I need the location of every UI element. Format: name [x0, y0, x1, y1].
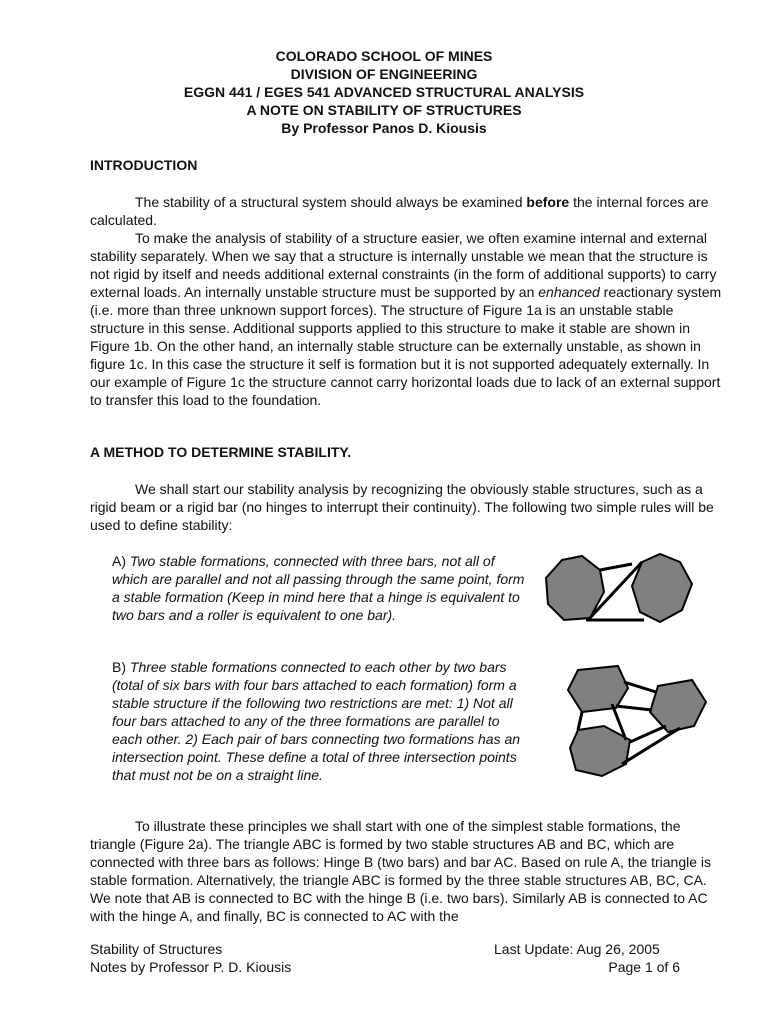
intro-p1-emphasis: before — [526, 194, 570, 210]
bar-3 — [578, 712, 582, 730]
intro-paragraph-2 — [90, 229, 730, 409]
intro-p2-emphasis: enhanced — [538, 284, 600, 300]
method-paragraph-2 — [90, 817, 730, 925]
rule-a-label: A) — [112, 553, 130, 569]
intro-paragraph-1 — [90, 193, 730, 229]
footer-author: Notes by Professor P. D. Kiousis — [90, 959, 292, 975]
bar-top — [600, 564, 632, 570]
footer-row-2 — [90, 958, 680, 976]
bar-2 — [616, 706, 652, 710]
rule-b-label: B) — [112, 659, 130, 675]
intro-p2-end: reactionary system (i.e. more than three unknown support forces). The structure of Figure 1a is an unstable stable structure in this sense. Additional supports applied to this structure to make it stable are shown in Figure 1b. On the other hand, an internally stable structure can be externally unstable, as shown in figure 1c. In this case the structure it self is formation but it is not supported adequately externally. In our example of Figure 1c the structure cannot carry horizontal loads due to lack of an external support to transfer this load to the foundation. — [90, 284, 722, 408]
header-school: COLORADO SCHOOL OF MINES — [275, 48, 493, 64]
header-title: A NOTE ON STABILITY OF STRUCTURES — [246, 102, 522, 118]
header-course: EGGN 441 / EGES 541 ADVANCED STRUCTURAL ANALYSIS — [183, 84, 585, 100]
formation-bottom — [570, 726, 630, 776]
rule-b — [112, 658, 532, 784]
intro-heading: INTRODUCTION — [90, 157, 198, 173]
page-footer — [90, 940, 680, 976]
figure-rule-b — [560, 660, 720, 780]
method-paragraph-1 — [90, 480, 730, 534]
method-p1-text: We shall start our stability analysis by recognizing the obviously stable structures, such as a rigid beam or a rigid bar (no hinges to interrupt their continuity). The following two simple rules will be used to define stability: — [90, 481, 714, 533]
rule-b-text: Three stable formations connected to each other by two bars (total of six bars with four bars attached to each formation) form a stable structure if the following two restrictions are met: 1) Not all four bars attached to any of the three formations are parallel to each other. 2) Each pair of bars connecting two formations has an intersection point. These define a total of three intersection points that must not be on a straight line. — [112, 659, 521, 783]
bar-1 — [624, 682, 656, 692]
intro-p1-start: The stability of a structural system should always be examined — [135, 194, 527, 210]
intro-p1-end: the internal forces are calculated. — [90, 194, 709, 228]
formation-right — [650, 680, 706, 732]
document-header — [0, 47, 768, 137]
method-p2-text: To illustrate these principles we shall start with one of the simplest stable formations, the triangle (Figure 2a). The triangle ABC is formed by two stable structures AB and BC, which are connected with three bars as follows: Hinge B (two bars) and bar AC. Based on rule A, the triangle is stable formation. Alternatively, the triangle ABC is formed by the three stable structures AB, BC, CA. We note that AB is connected to BC with the hinge B (i.e. two bars). Similarly AB is connected to AC with the hinge A, and finally, BC is connected to AC with the — [90, 818, 711, 924]
header-division: DIVISION OF ENGINEERING — [290, 66, 478, 82]
footer-doc-title: Stability of Structures — [90, 941, 223, 957]
footer-page-number: Page 1 of 6 — [608, 959, 680, 975]
footer-last-update: Last Update: Aug 26, 2005 — [494, 941, 660, 957]
footer-row-1 — [90, 940, 680, 958]
rule-a-text: Two stable formations, connected with three bars, not all of which are parallel and not all passing through the same point, form a stable formation (Keep in mind here that a hinge is equivalent to two bars and a roller is equivalent to one bar). — [112, 553, 525, 623]
method-heading: A METHOD TO DETERMINE STABILITY. — [90, 444, 352, 460]
rule-a — [112, 552, 532, 624]
intro-p2-start: To make the analysis of stability of a structure easier, we often examine internal and external stability separately. When we say that a structure is internally unstable we mean that the structure is not rigid by itself and needs additional external constraints (in the form of additional supports) to carry external loads. An internally unstable structure must be supported by an — [90, 230, 717, 300]
header-author: By Professor Panos D. Kiousis — [281, 120, 487, 136]
figure-rule-a — [540, 548, 700, 628]
